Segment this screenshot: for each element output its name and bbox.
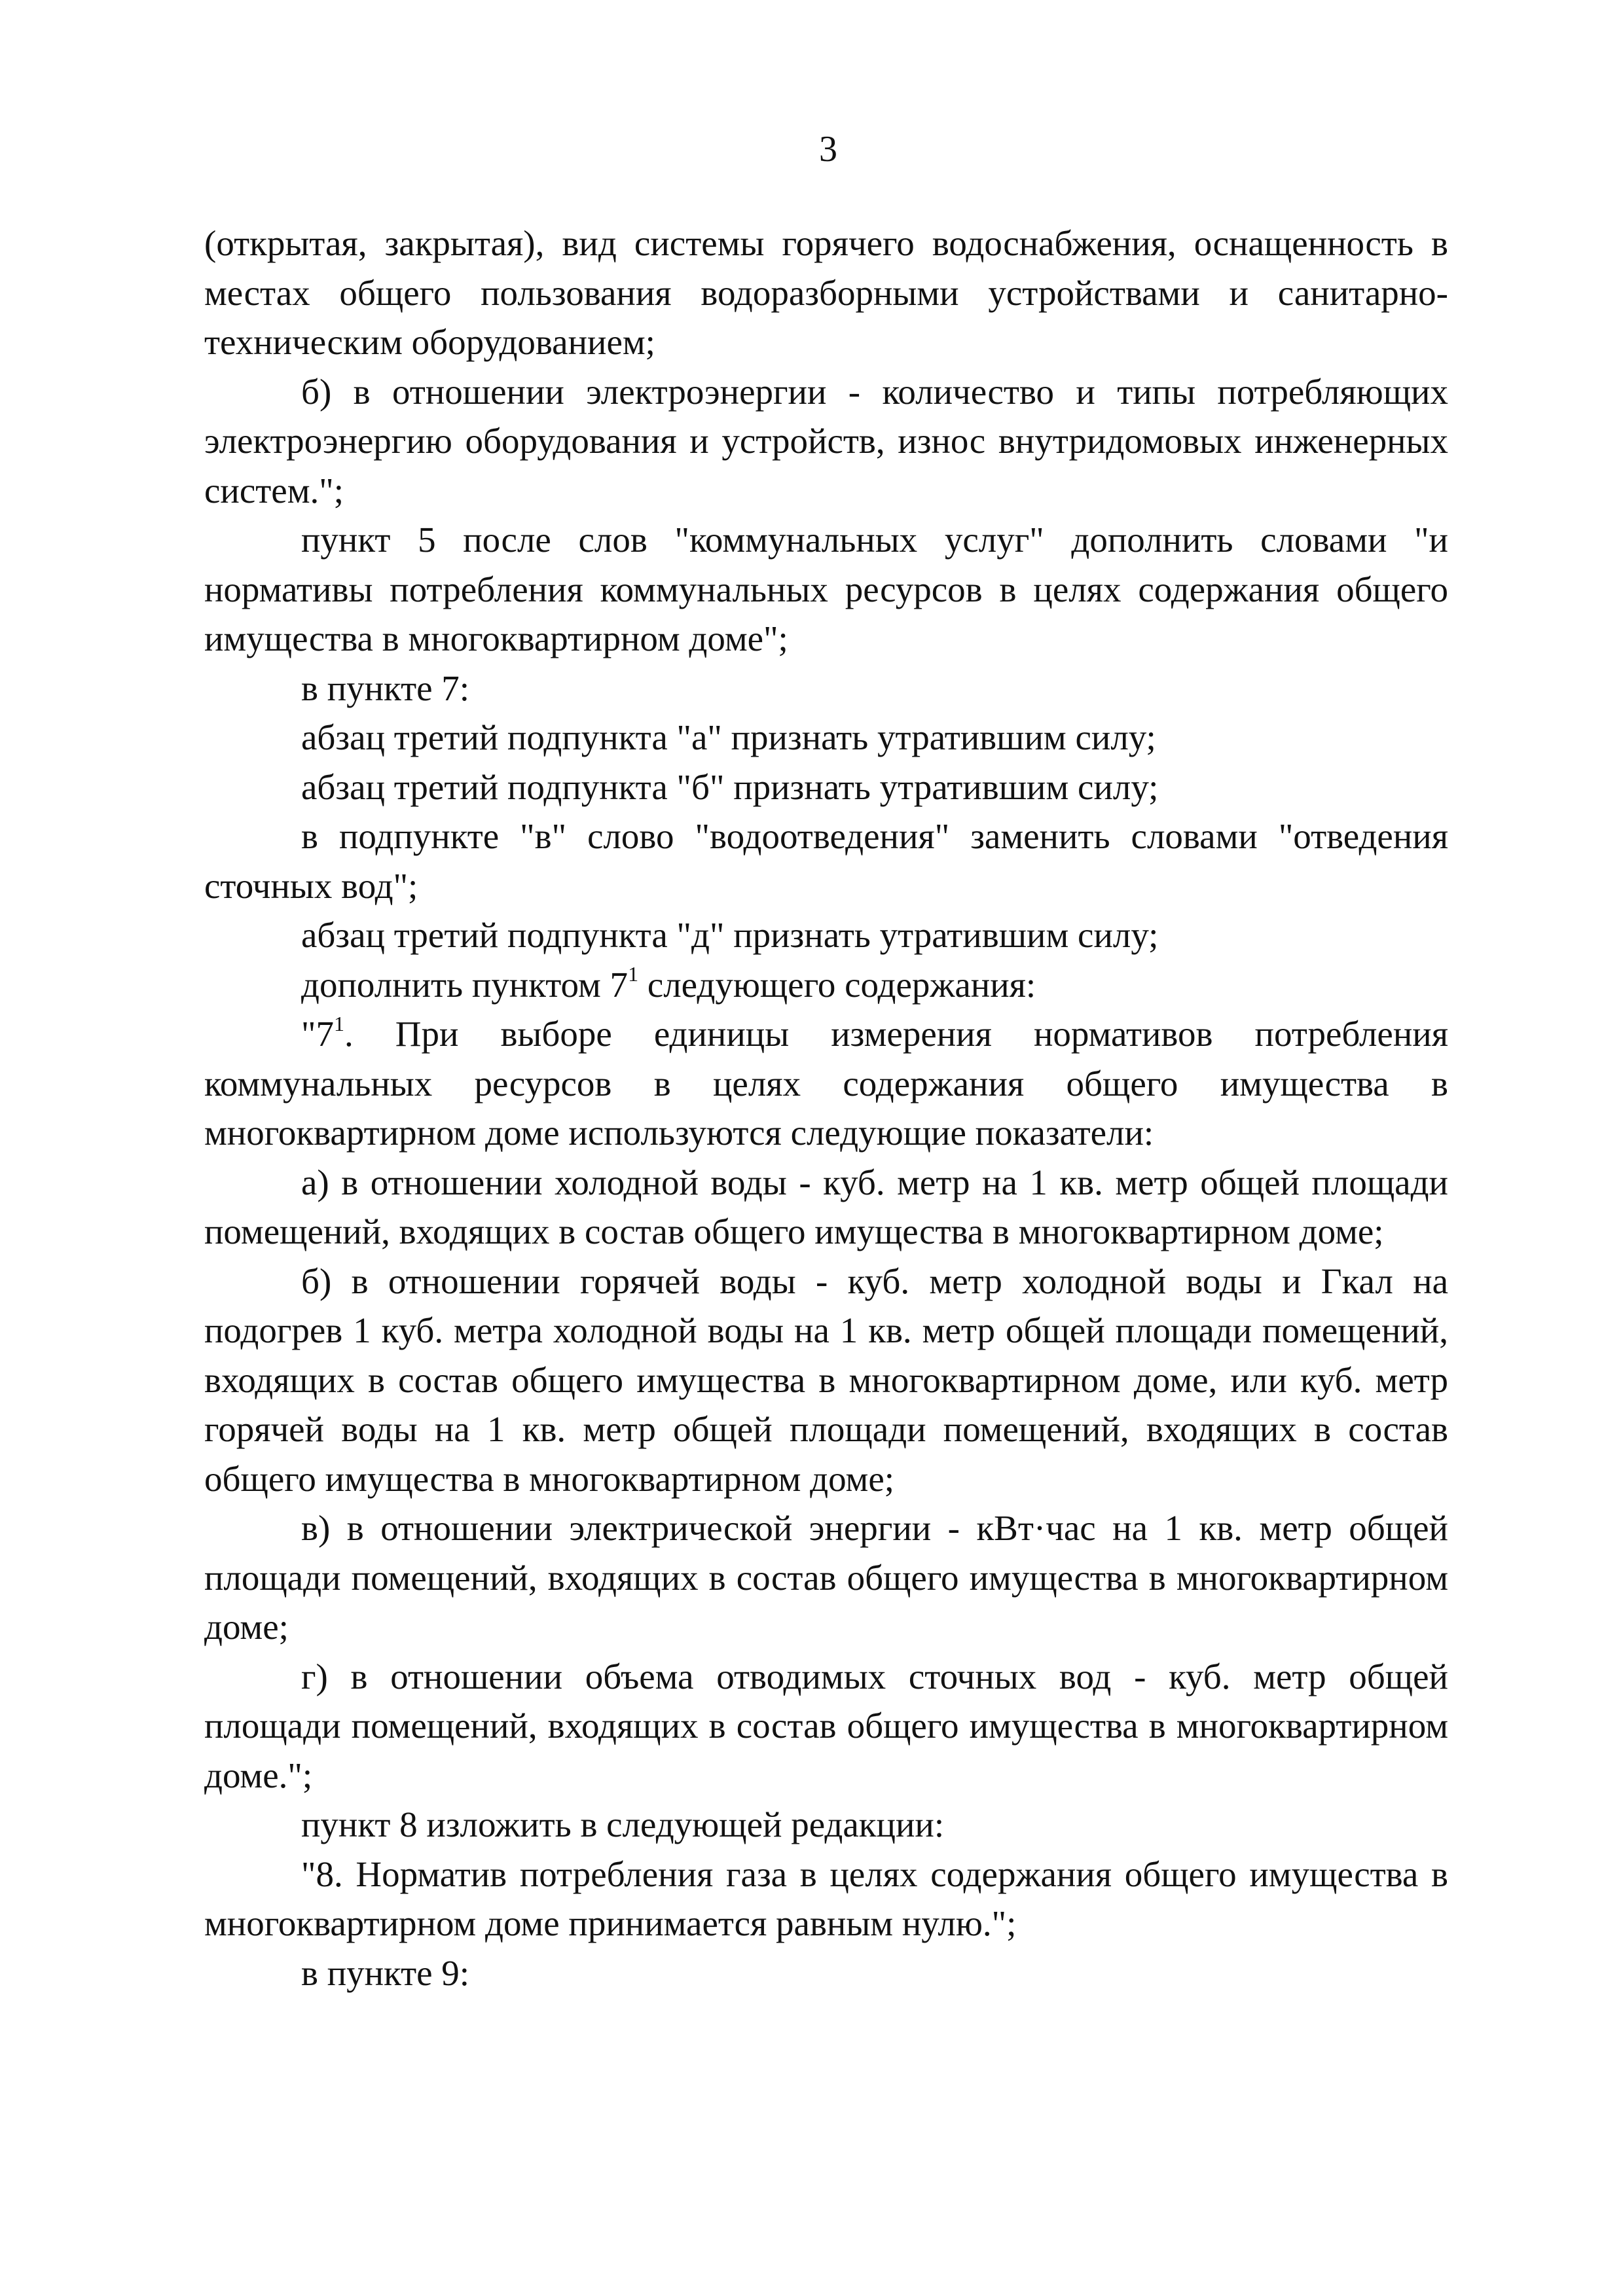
paragraph-hot-water: б) в отношении горячей воды - куб. метр холодной воды и Гкал на подогрев 1 куб. метра холодной воды на 1 кв. метр общей площади помещений, входящих в состав общего имущества в многоквартирном доме, или куб. метр горячей воды на 1 кв. метр общей площади помещений, входящих в состав общего имущества в многоквартирном доме; [204,1261,1448,1499]
paragraph-electric-energy: в) в отношении электрической энергии - кВт·час на 1 кв. метр общей площади помещений, входящих в состав общего имущества в многоквартирном доме; [204,1508,1448,1647]
text-fragment: следующего содержания: [638,964,1036,1005]
paragraph-subpoint-v: в подпункте "в" слово "водоотведения" заменить словами "отведения сточных вод"; [204,816,1448,906]
paragraph-subpoint-a: абзац третий подпункта "а" признать утратившим силу; [301,717,1156,757]
paragraph-subpoint-d: абзац третий подпункта "д" признать утратившим силу; [301,915,1159,955]
paragraph-point-7-1 [204,1009,1448,1158]
paragraph-point-7-intro: в пункте 7: [301,668,470,708]
paragraph-continuation: (открытая, закрытая), вид системы горячего водоснабжения, оснащенность в местах общего пользования водоразборными устройствами и санитарно-техническим оборудованием; [204,223,1448,362]
superscript: 1 [628,962,639,986]
paragraph-waste-water: г) в отношении объема отводимых сточных вод - куб. метр общей площади помещений, входящих в состав общего имущества в многоквартирном доме."; [204,1656,1448,1795]
superscript: 1 [333,1011,344,1035]
text-fragment: "7 [301,1014,334,1054]
paragraph-point-8: пункт 8 изложить в следующей редакции: [301,1804,945,1844]
paragraph-subpoint-b: абзац третий подпункта "б" признать утратившим силу; [301,766,1159,807]
paragraph-electricity-equipment: б) в отношении электроэнергии - количество и типы потребляющих электроэнергию оборудования и устройств, износ внутридомовых инженерных систем."; [204,371,1448,511]
text-fragment: . При выборе единицы измерения нормативов потребления коммунальных ресурсов в целях содержания общего имущества в многоквартирном доме используются следующие показатели: [204,1014,1448,1153]
paragraph-point-5: пункт 5 после слов "коммунальных услуг" дополнить словами "и нормативы потребления коммунальных ресурсов в целях содержания общего имущества в многоквартирном доме"; [204,520,1448,658]
text-fragment: дополнить пунктом 7 [301,964,629,1005]
paragraph-cold-water: а) в отношении холодной воды - куб. метр на 1 кв. метр общей площади помещений, входящих в состав общего имущества в многоквартирном доме; [204,1162,1448,1251]
page-number: 3 [819,129,837,170]
document-body [204,219,1448,1998]
paragraph-point-9: в пункте 9: [301,1952,470,1993]
paragraph-add-point-7-1 [204,960,1448,1010]
paragraph-gas-norm: "8. Норматив потребления газа в целях содержания общего имущества в многоквартирном доме принимается равным нулю."; [204,1854,1448,1943]
